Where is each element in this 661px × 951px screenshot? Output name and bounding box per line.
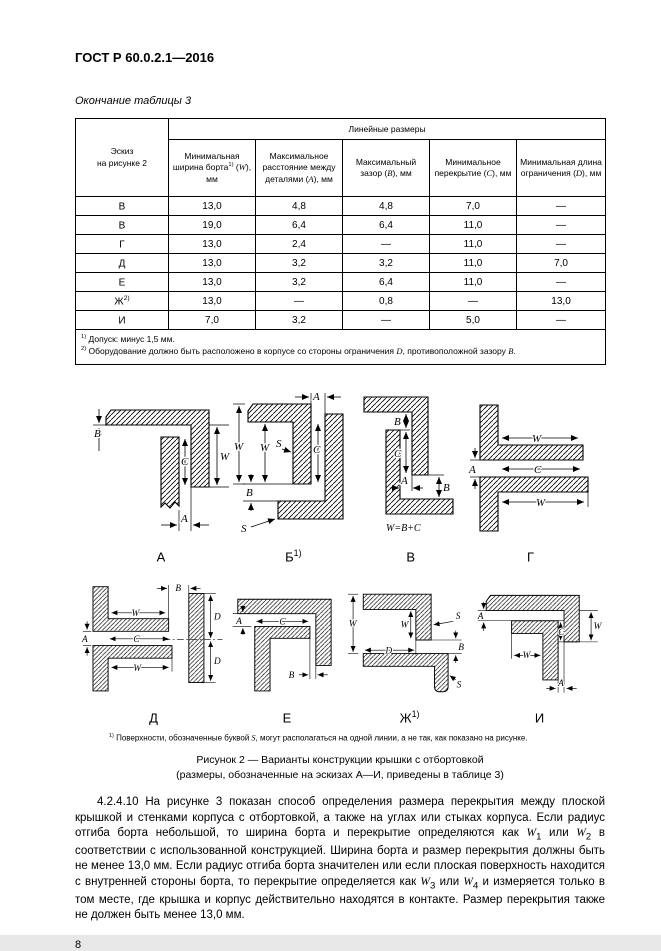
dim-label: C bbox=[133, 634, 140, 645]
figure-caption-line1: Рисунок 2 — Варианты конструкции крышки с отбортовкой bbox=[196, 753, 484, 766]
sketch-g bbox=[468, 395, 593, 564]
column-header-sketch: Эскиз на рисунке 2 bbox=[76, 119, 169, 197]
dim-label: C bbox=[533, 463, 542, 476]
table-footnote-1: $^{1)}$ Допуск: минус 1,5 мм. bbox=[81, 334, 175, 344]
dim-label: A bbox=[313, 390, 321, 403]
dim-label: A bbox=[82, 634, 88, 645]
dim-label: A bbox=[236, 616, 242, 627]
sketch-b bbox=[233, 389, 353, 564]
column-header-c: Минимальное перекрытие (C), мм bbox=[430, 140, 517, 197]
dim-label: B bbox=[458, 643, 464, 654]
sketch-g-drawing bbox=[468, 395, 593, 535]
sketch-caption: $Б^{1)}$ bbox=[285, 547, 302, 564]
body-paragraph: 4.2.4.10 На рисунке 3 показан способ определения размера перекрытия между плоской крышкой и стенками корпуса с отбортовкой, а также на углах или стыках корпуса. Если радиус отгиба борта небольшой, то ширина борта и перекрытие определяются как $W_1$ или $W_2$ в соответствии с использованной конструкцией. Ширина борта и размер перекрытия должны быть не менее 13,0 мм. Если радиус отгиба борта значителен или если плоская поверхность находится с внутренней стороны борта, то перекрытие определяется как $W_3$ или $W_4$ и измеряется только в том месте, где крышка и корпус действительно находятся в контакте. Размер перекрытия также не должен быть менее 13,0 мм. bbox=[75, 796, 605, 921]
sketch-i bbox=[476, 581, 603, 725]
dim-label: D bbox=[214, 656, 221, 667]
figure-caption-line2: (размеры, обозначенные на эскизах А—И, приведены в таблице 3) bbox=[176, 769, 504, 782]
dim-label: A bbox=[400, 474, 408, 487]
dimensions-table bbox=[75, 118, 606, 365]
table-row: Д 13,0 3,2 3,2 11,0 7,0 bbox=[76, 254, 606, 273]
column-header-w: Минимальная ширина борта$^{1)}$ (W), мм bbox=[169, 140, 256, 197]
dim-label: C bbox=[313, 443, 321, 456]
sketch-caption: Е bbox=[282, 710, 292, 726]
dim-label: B bbox=[442, 481, 450, 494]
dim-label: S bbox=[241, 522, 247, 535]
hatched-parts bbox=[363, 594, 448, 692]
dim-label: D bbox=[214, 611, 221, 622]
table-row: В 19,0 6,4 6,4 11,0 — bbox=[76, 216, 606, 235]
dim-label: C bbox=[558, 628, 565, 639]
table-continuation-note: Окончание таблицы 3 bbox=[75, 95, 192, 107]
dim-label: W bbox=[220, 450, 230, 463]
sketch-d-drawing bbox=[81, 580, 226, 696]
sketch-e-drawing bbox=[231, 584, 343, 696]
sketch-b-drawing bbox=[233, 389, 353, 535]
dim-label: W bbox=[593, 622, 602, 633]
dim-label: B bbox=[94, 427, 101, 440]
dim-label: C bbox=[181, 455, 189, 468]
dim-label: W bbox=[260, 441, 270, 454]
table-row: И 7,0 3,2 — 5,0 — bbox=[76, 311, 606, 330]
table-row: $Ж^{2)}$ 13,0 — 0,8 — 13,0 bbox=[76, 292, 606, 311]
sketch-formula: W=B+C bbox=[385, 522, 421, 534]
dim-label: S bbox=[276, 437, 282, 450]
page-number: 8 bbox=[75, 939, 82, 951]
figure-caption bbox=[75, 753, 605, 783]
dim-label: C bbox=[393, 447, 401, 460]
sketch-caption: В bbox=[406, 548, 415, 564]
dimension-lines bbox=[233, 605, 328, 682]
sketch-zh-drawing bbox=[348, 584, 471, 696]
dim-label: W bbox=[133, 662, 142, 673]
dim-label: A bbox=[477, 612, 484, 623]
dim-label: W bbox=[131, 608, 140, 619]
standard-number: ГОСТ Р 60.0.2.1—2016 bbox=[75, 50, 215, 65]
figure-row-1 bbox=[75, 383, 605, 564]
dim-label: W bbox=[400, 620, 409, 631]
hatched-parts bbox=[238, 599, 331, 691]
dim-label: W bbox=[234, 440, 244, 453]
figure-footnote: $^{1)}$ Поверхности, обозначенные буквой S, могут располагаться на одной линии, а не так, как показано на рисунке. bbox=[109, 733, 528, 743]
hatched-parts bbox=[106, 410, 209, 508]
sketch-caption: Д bbox=[149, 710, 158, 726]
column-header-d: Минимальная длина ограничения (D), мм bbox=[517, 140, 606, 197]
dimension-lines bbox=[478, 602, 598, 692]
table-row: Г 13,0 2,4 — 11,0 — bbox=[76, 235, 606, 254]
sketch-caption: А bbox=[156, 548, 166, 564]
dim-label: A bbox=[558, 678, 564, 689]
dim-label: C bbox=[279, 617, 286, 628]
group-header-linear-dimensions: Линейные размеры bbox=[169, 119, 606, 140]
dim-label: W bbox=[522, 650, 531, 661]
hatched-parts bbox=[248, 404, 343, 519]
dim-label: W bbox=[531, 432, 542, 445]
column-header-a: Максимальное расстояние между деталями (A), мм bbox=[256, 140, 343, 197]
sketch-i-drawing bbox=[476, 581, 603, 696]
dim-label: B bbox=[393, 415, 401, 428]
sketch-a bbox=[91, 395, 231, 564]
column-header-b: Максимальный зазор (B), мм bbox=[343, 140, 430, 197]
table-row: В 13,0 4,8 4,8 7,0 — bbox=[76, 197, 606, 216]
dim-label: B bbox=[175, 582, 182, 593]
dim-label: W bbox=[348, 619, 357, 630]
sketch-zh bbox=[348, 584, 471, 725]
sketch-a-drawing bbox=[91, 395, 231, 535]
sketch-e bbox=[231, 584, 343, 725]
dim-label: B bbox=[246, 486, 254, 499]
figure-row-2 bbox=[75, 580, 605, 725]
sketch-v-drawing bbox=[356, 383, 466, 535]
table-footnote-2: $^{2)}$ Оборудование должно быть расположено в корпусе со стороны ограничения D, противоположной зазору В. bbox=[81, 346, 516, 357]
sketch-caption: И bbox=[534, 710, 545, 726]
sketch-v bbox=[356, 383, 466, 564]
hatched-parts bbox=[486, 595, 579, 680]
dim-label: D bbox=[385, 646, 393, 657]
sketch-caption: $Ж^{1)}$ bbox=[399, 708, 420, 726]
sketch-d bbox=[81, 580, 226, 725]
dim-label: S bbox=[456, 680, 462, 691]
sketch-caption: Г bbox=[526, 548, 534, 564]
dim-label: B bbox=[288, 671, 295, 682]
table-row: Е 13,0 3,2 6,4 11,0 — bbox=[76, 273, 606, 292]
dim-label: S bbox=[455, 611, 461, 622]
dim-label: W bbox=[535, 496, 546, 509]
hatched-parts bbox=[364, 397, 453, 514]
dim-label: A bbox=[181, 512, 188, 525]
table-footnotes bbox=[76, 330, 606, 365]
dim-label: A bbox=[468, 463, 476, 476]
